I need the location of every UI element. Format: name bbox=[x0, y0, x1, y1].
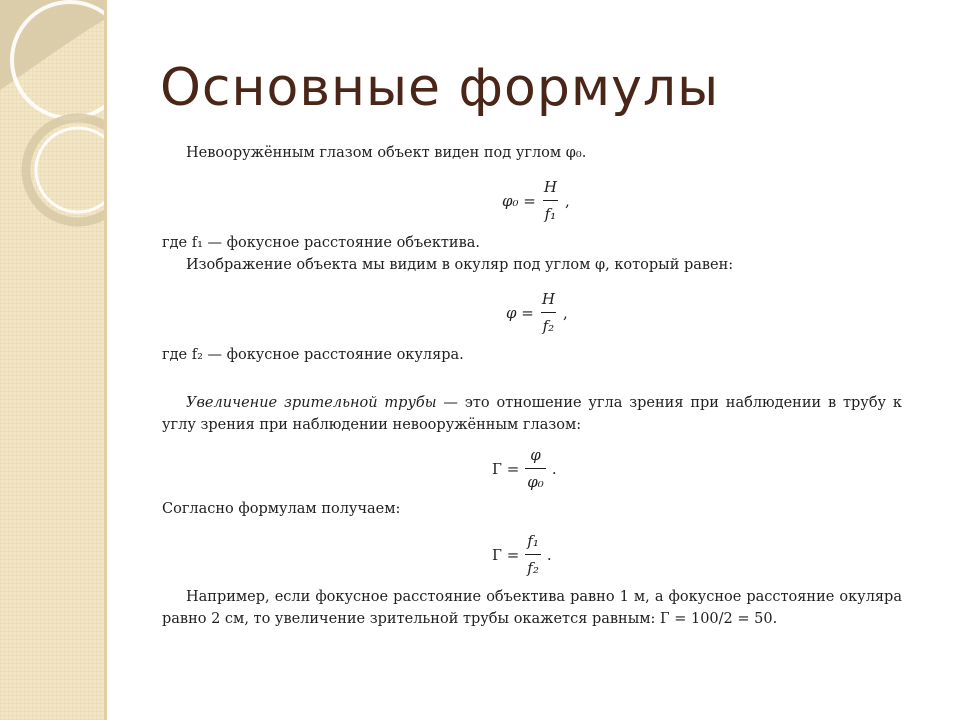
magnification-term: Увеличение зрительной трубы bbox=[186, 395, 437, 411]
numerator: f₁ bbox=[527, 532, 539, 550]
formula-gamma-focal bbox=[492, 530, 552, 579]
paragraph-f1-definition: где f₁ — фокусное расстояние объектива. bbox=[162, 235, 481, 251]
magnification-explanation: — это отношение угла зрения при наблюдении в трубу к углу зрения при наблюдении невооружённым глазом: bbox=[162, 395, 902, 433]
fraction bbox=[540, 288, 557, 337]
slide-title: Основные формулы bbox=[160, 58, 720, 118]
formula-phi0 bbox=[502, 176, 570, 225]
paragraph-according-formulas: Согласно формулам получаем: bbox=[162, 501, 401, 517]
numerator: H bbox=[543, 178, 557, 196]
formula-lhs: φ = bbox=[506, 303, 534, 322]
denominator: φ₀ bbox=[525, 468, 546, 493]
paragraph-magnification-definition bbox=[162, 392, 902, 436]
sidebar-divider bbox=[104, 0, 107, 720]
denominator: f₂ bbox=[525, 554, 541, 579]
denominator: f₁ bbox=[543, 200, 559, 225]
fraction bbox=[542, 176, 559, 225]
denominator: f₂ bbox=[541, 312, 557, 337]
formula-gamma-ratio bbox=[492, 444, 557, 493]
formula-punct: , bbox=[564, 191, 570, 210]
paragraph-naked-eye: Невооружённым глазом объект виден под углом φ₀. bbox=[186, 145, 587, 161]
formula-lhs: φ₀ = bbox=[502, 191, 536, 210]
paragraph-example: Например, если фокусное расстояние объектива равно 1 м, а фокусное расстояние окуляра равно 2 см, то увеличение зрительной трубы окажется равным: Г = 100/2 = 50. bbox=[162, 589, 902, 627]
decorative-sidebar bbox=[0, 0, 104, 720]
numerator: φ bbox=[530, 446, 541, 464]
fraction bbox=[525, 530, 541, 579]
numerator: H bbox=[541, 290, 555, 308]
formula-lhs: Г = bbox=[492, 545, 520, 564]
paragraph-eyepiece-angle: Изображение объекта мы видим в окуляр под углом φ, который равен: bbox=[186, 257, 734, 273]
paragraph-f2-definition: где f₂ — фокусное расстояние окуляра. bbox=[162, 347, 464, 363]
formula-punct: . bbox=[551, 459, 557, 478]
formula-punct: , bbox=[562, 303, 568, 322]
decorative-rings-icon bbox=[0, 0, 104, 720]
formula-phi bbox=[506, 288, 568, 337]
formula-lhs: Г = bbox=[492, 459, 520, 478]
formula-punct: . bbox=[546, 545, 552, 564]
fraction bbox=[525, 444, 546, 493]
